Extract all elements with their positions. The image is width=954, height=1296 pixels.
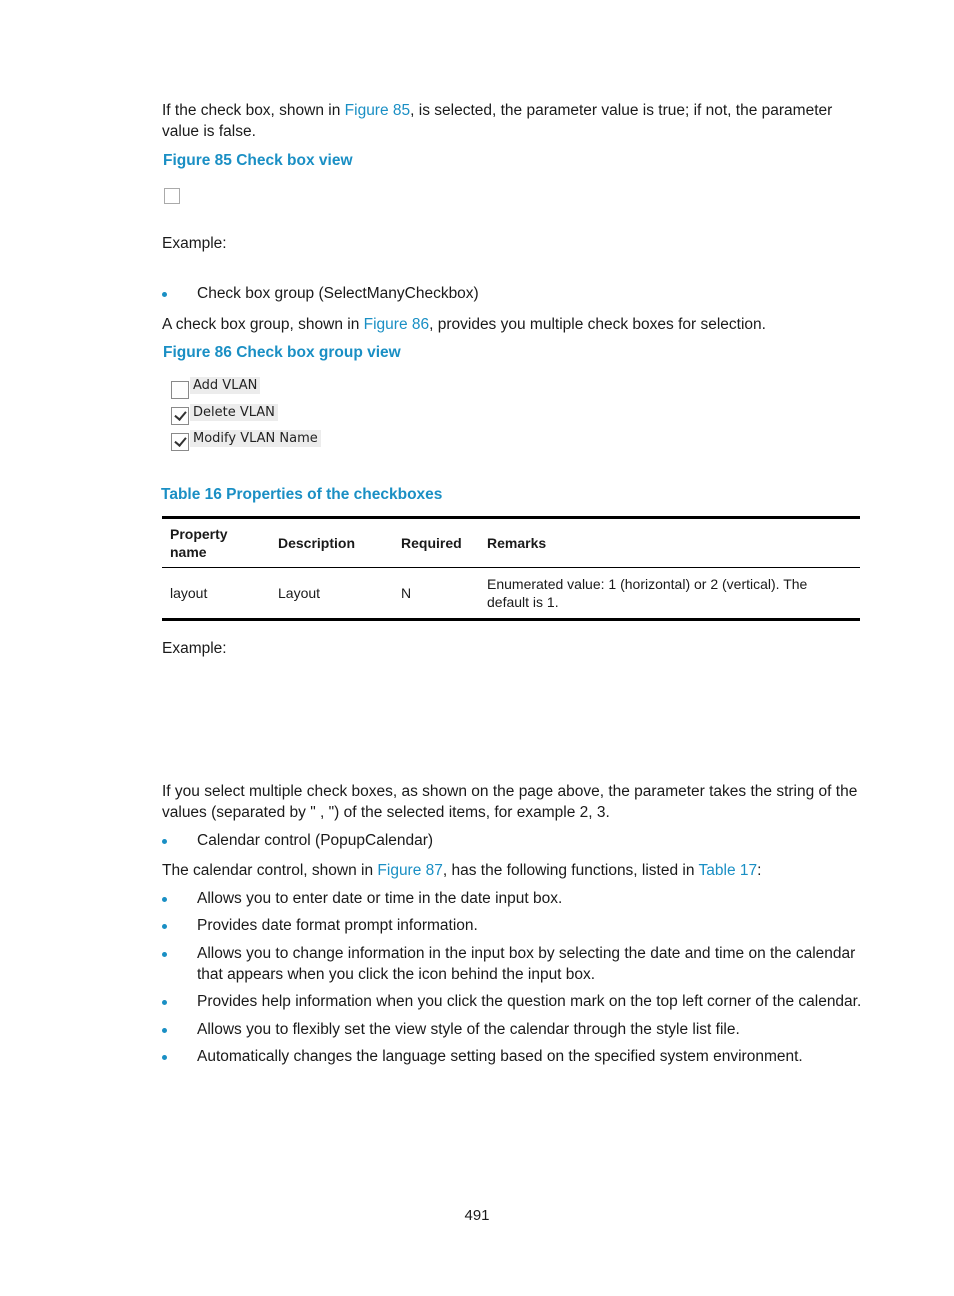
calendar-paragraph — [162, 860, 864, 881]
checkbox-label: Delete VLAN — [190, 404, 278, 421]
intro-text-end: , is selected, the parameter value is true; if not, the parameter value is false. — [162, 102, 833, 140]
cell-required: N — [393, 568, 479, 620]
bullet-icon — [162, 897, 167, 902]
header-remarks: Remarks — [479, 518, 860, 568]
header-required: Required — [393, 518, 479, 568]
page-number: 491 — [464, 1207, 490, 1224]
checkbox-add-vlan[interactable] — [171, 381, 189, 399]
properties-table — [162, 516, 860, 621]
checkmark-icon — [174, 408, 186, 421]
calendar-text-mid: , has the following functions, listed in — [442, 862, 699, 879]
bullet-icon — [162, 1028, 167, 1033]
bullet-icon — [162, 1055, 167, 1060]
group-text-end: , provides you multiple check boxes for selection. — [429, 316, 766, 333]
intro-paragraph — [162, 100, 864, 142]
checkmark-icon — [174, 434, 186, 447]
bullet-checkbox-group: Check box group (SelectManyCheckbox) — [197, 285, 479, 302]
bullet-icon — [162, 952, 167, 957]
list-item: Provides help information when you click the question mark on the top left corner of the calendar. — [197, 993, 862, 1010]
figure-85-link[interactable]: Figure 85 — [344, 102, 411, 119]
cell-property: layout — [162, 568, 270, 620]
calendar-text: The calendar control, shown in — [162, 862, 378, 879]
list-item: Automatically changes the language setting based on the specified system environment. — [197, 1048, 803, 1065]
example-label-2: Example: — [162, 640, 227, 657]
group-paragraph — [162, 314, 864, 335]
bullet-icon — [162, 292, 167, 297]
header-description: Description — [270, 518, 393, 568]
multi-select-paragraph: If you select multiple check boxes, as shown on the page above, the parameter takes the string of the values (separated by " , ") of the selected items, for example 2, 3. — [162, 783, 858, 821]
figure-85-caption: Figure 85 Check box view — [163, 152, 353, 169]
list-item: Allows you to enter date or time in the date input box. — [197, 890, 563, 907]
checkbox-modify-vlan-name[interactable] — [171, 433, 189, 451]
example-label-1: Example: — [162, 235, 227, 252]
table-header-row — [162, 518, 860, 568]
list-item: Allows you to change information in the input box by selecting the date and time on the calendar that appears when you click the icon behind the input box. — [197, 945, 856, 983]
header-property-name: Property name — [162, 518, 270, 568]
table-row — [162, 568, 860, 620]
bullet-icon — [162, 839, 167, 844]
figure-85-checkbox[interactable] — [164, 188, 180, 204]
cell-description: Layout — [270, 568, 393, 620]
cell-remarks: Enumerated value: 1 (horizontal) or 2 (vertical). The default is 1. — [479, 568, 860, 620]
bullet-calendar-control: Calendar control (PopupCalendar) — [197, 832, 434, 849]
list-item: Allows you to flexibly set the view style of the calendar through the style list file. — [197, 1021, 740, 1038]
calendar-text-end: : — [757, 862, 762, 879]
group-text: A check box group, shown in — [162, 316, 364, 333]
checkbox-label: Modify VLAN Name — [190, 430, 321, 447]
list-item: Provides date format prompt information. — [197, 917, 478, 934]
table-17-link[interactable]: Table 17 — [698, 862, 758, 879]
figure-86-caption: Figure 86 Check box group view — [163, 344, 401, 361]
figure-87-link[interactable]: Figure 87 — [377, 862, 443, 879]
figure-86-link[interactable]: Figure 86 — [363, 316, 430, 333]
bullet-icon — [162, 924, 167, 929]
bullet-icon — [162, 1000, 167, 1005]
intro-text: If the check box, shown in — [162, 102, 345, 119]
table-16-caption: Table 16 Properties of the checkboxes — [161, 486, 443, 503]
checkbox-label: Add VLAN — [190, 377, 260, 394]
checkbox-delete-vlan[interactable] — [171, 407, 189, 425]
